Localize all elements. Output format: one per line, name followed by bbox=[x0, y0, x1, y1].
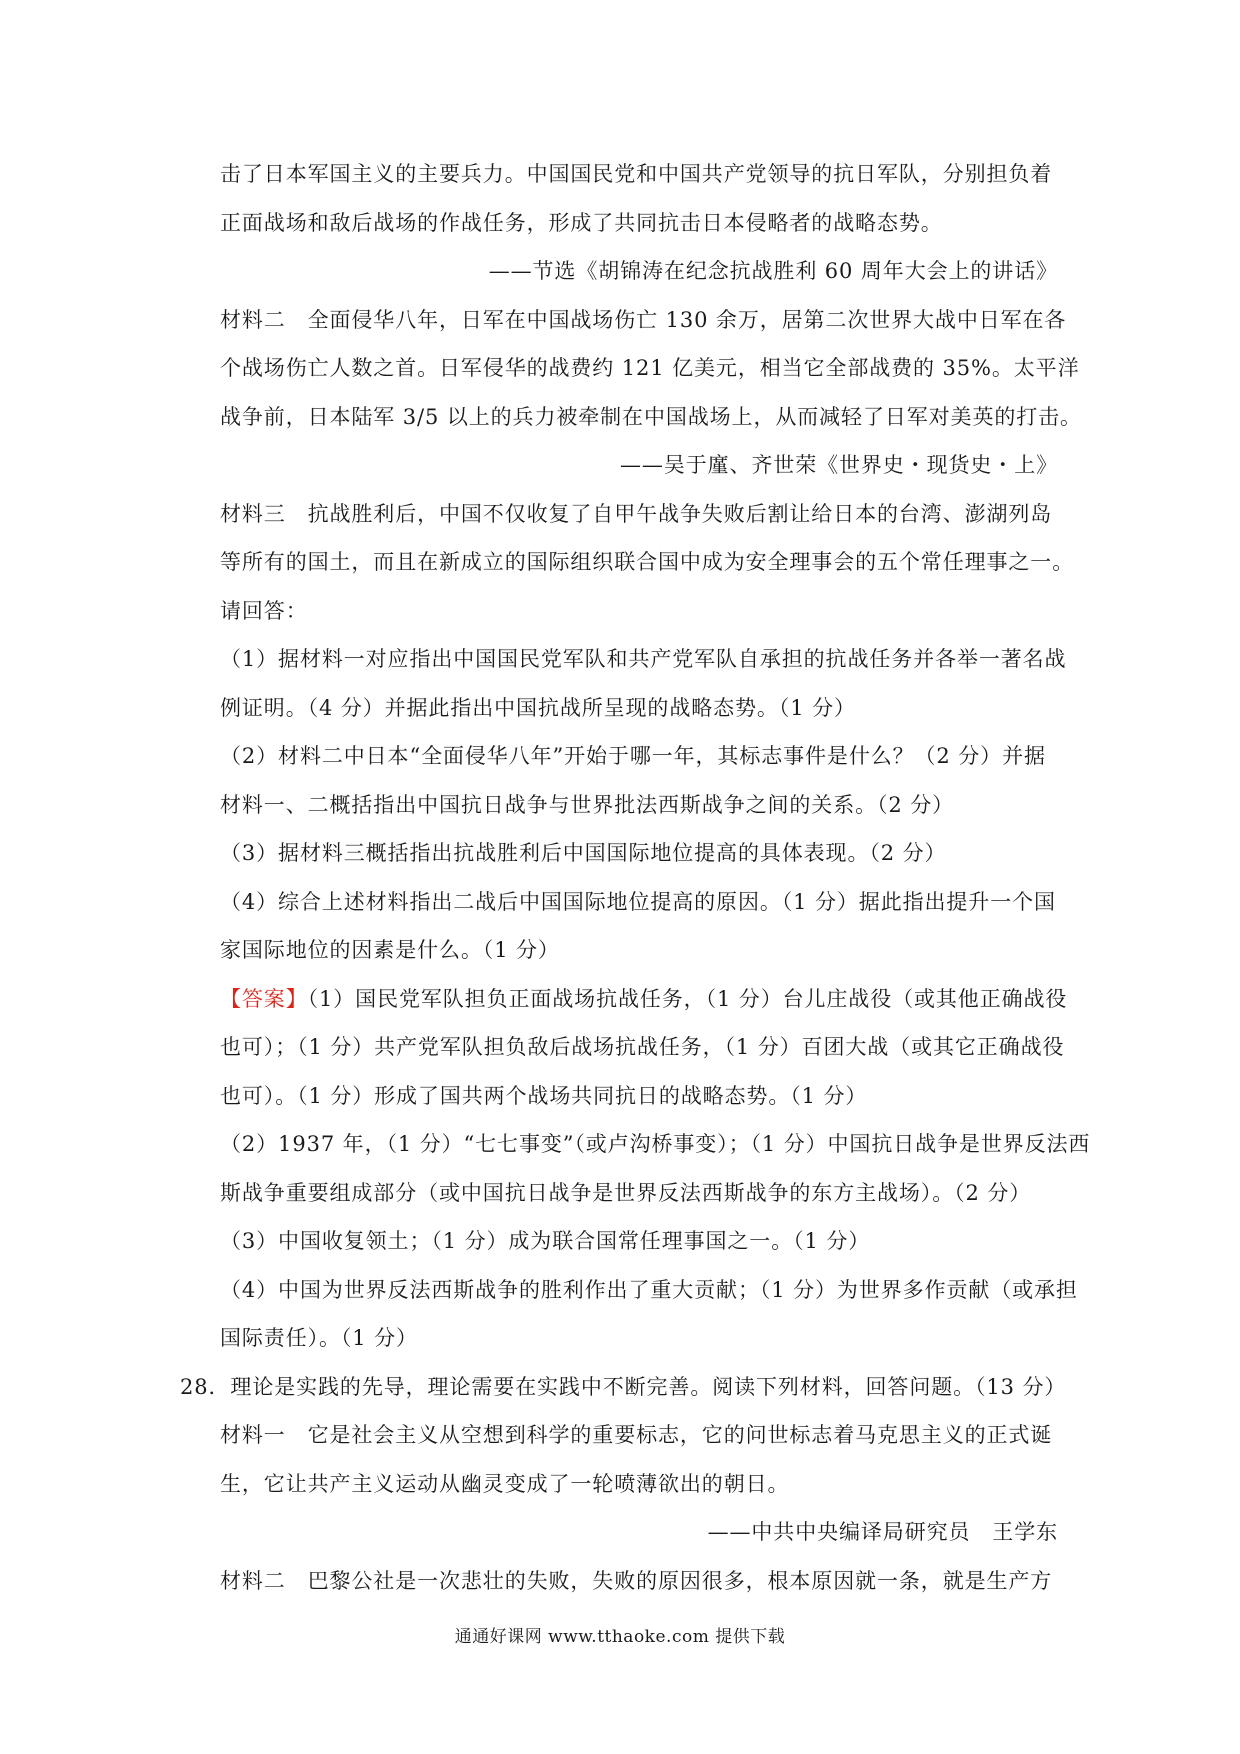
answer-line: 斯战争重要组成部分（或中国抗日战争是世界反法西斯战争的东方主战场）。（2 分） bbox=[220, 1180, 1032, 1205]
answer-line: （4）中国为世界反法西斯战争的胜利作出了重大贡献；（1 分）为世界多作贡献（或承担 bbox=[220, 1277, 1078, 1302]
text-line: 例证明。（4 分）并据此指出中国抗战所呈现的战略态势。（1 分） bbox=[220, 695, 856, 720]
material-three: 材料三 抗战胜利后，中国不仅收复了自甲午战争失败后割让给日本的台湾、澎湖列岛 bbox=[220, 501, 1053, 526]
question-3: （3）据材料三概括指出抗战胜利后中国国际地位提高的具体表现。（2 分） bbox=[220, 841, 947, 865]
q28-material-two: 材料二 巴黎公社是一次悲壮的失败，失败的原因很多，根本原因就一条，就是生产方 bbox=[220, 1568, 1053, 1593]
text-line: 材料一、二概括指出中国抗日战争与世界批法西斯战争之间的关系。（2 分） bbox=[220, 792, 955, 817]
source-citation: ——吴于廑、齐世荣《世界史・现货史・上》 bbox=[620, 453, 1058, 477]
question-1: （1）据材料一对应指出中国国民党军队和共产党军队自承担的抗战任务并各举一著名战 bbox=[220, 647, 1067, 671]
q28-material-one: 材料一 它是社会主义从空想到科学的重要标志，它的问世标志着马克思主义的正式诞 bbox=[220, 1423, 1053, 1447]
prompt-label: 请回答： bbox=[220, 598, 308, 623]
text-line: 等所有的国土，而且在新成立的国际组织联合国中成为安全理事会的五个常任理事之一。 bbox=[220, 550, 1075, 574]
text-line: 生，它让共产主义运动从幽灵变成了一轮喷薄欲出的朝日。 bbox=[220, 1471, 790, 1496]
page-footer: 通通好课网 www.tthaoke.com 提供下载 bbox=[454, 1627, 786, 1647]
answer-text: （1）国民党军队担负正面战场抗战任务，（1 分）台儿庄战役（或其他正确战役 bbox=[307, 986, 1068, 1011]
answer-line: 也可）；（1 分）共产党军队担负敌后战场抗战任务，（1 分）百团大战（或其它正确战役 bbox=[220, 1035, 1065, 1059]
answer-line: 也可）。（1 分）形成了国共两个战场共同抗日的战略态势。（1 分） bbox=[220, 1083, 868, 1108]
text-line: 个战场伤亡人数之首。日军侵华的战费约 121 亿美元，相当它全部战费的 35%。太平洋 bbox=[220, 356, 1080, 380]
source-citation: ——中共中央编译局研究员 王学东 bbox=[707, 1520, 1058, 1544]
source-citation: ——节选《胡锦涛在纪念抗战胜利 60 周年大会上的讲话》 bbox=[488, 259, 1058, 283]
text-line: 战争前，日本陆军 3/5 以上的兵力被牵制在中国战场上，从而减轻了日军对美英的打击。 bbox=[220, 404, 1082, 429]
question-28-title: 28．理论是实践的先导，理论需要在实践中不断完善。阅读下列材料，回答问题。（13 分） bbox=[180, 1374, 1067, 1399]
material-two: 材料二 全面侵华八年，日军在中国战场伤亡 130 余万，居第二次世界大战中日军在各 bbox=[220, 307, 1067, 332]
answer-first-line bbox=[220, 975, 1068, 1024]
document-body bbox=[180, 150, 1091, 1605]
answer-line: （3）中国收复领土；（1 分）成为联合国常任理事国之一。（1 分） bbox=[220, 1229, 871, 1253]
question-2: （2）材料二中日本“全面侵华八年”开始于哪一年，其标志事件是什么？（2 分）并据 bbox=[220, 744, 1046, 768]
answer-line: 国际责任）。（1 分） bbox=[220, 1326, 418, 1350]
answer-line: （2）1937 年，（1 分）“七七事变”（或卢沟桥事变）；（1 分）中国抗日战争是世界反法西 bbox=[220, 1132, 1091, 1156]
question-4: （4）综合上述材料指出二战后中国国际地位提高的原因。（1 分）据此指出提升一个国 bbox=[220, 889, 1056, 914]
text-line: 正面战场和敌后战场的作战任务，形成了共同抗击日本侵略者的战略态势。 bbox=[220, 210, 943, 235]
text-line: 击了日本军国主义的主要兵力。中国国民党和中国共产党领导的抗日军队，分别担负着 bbox=[220, 162, 1053, 186]
text-line: 家国际地位的因素是什么。（1 分） bbox=[220, 938, 560, 962]
answer-tag: 【答案】 bbox=[220, 986, 308, 1011]
